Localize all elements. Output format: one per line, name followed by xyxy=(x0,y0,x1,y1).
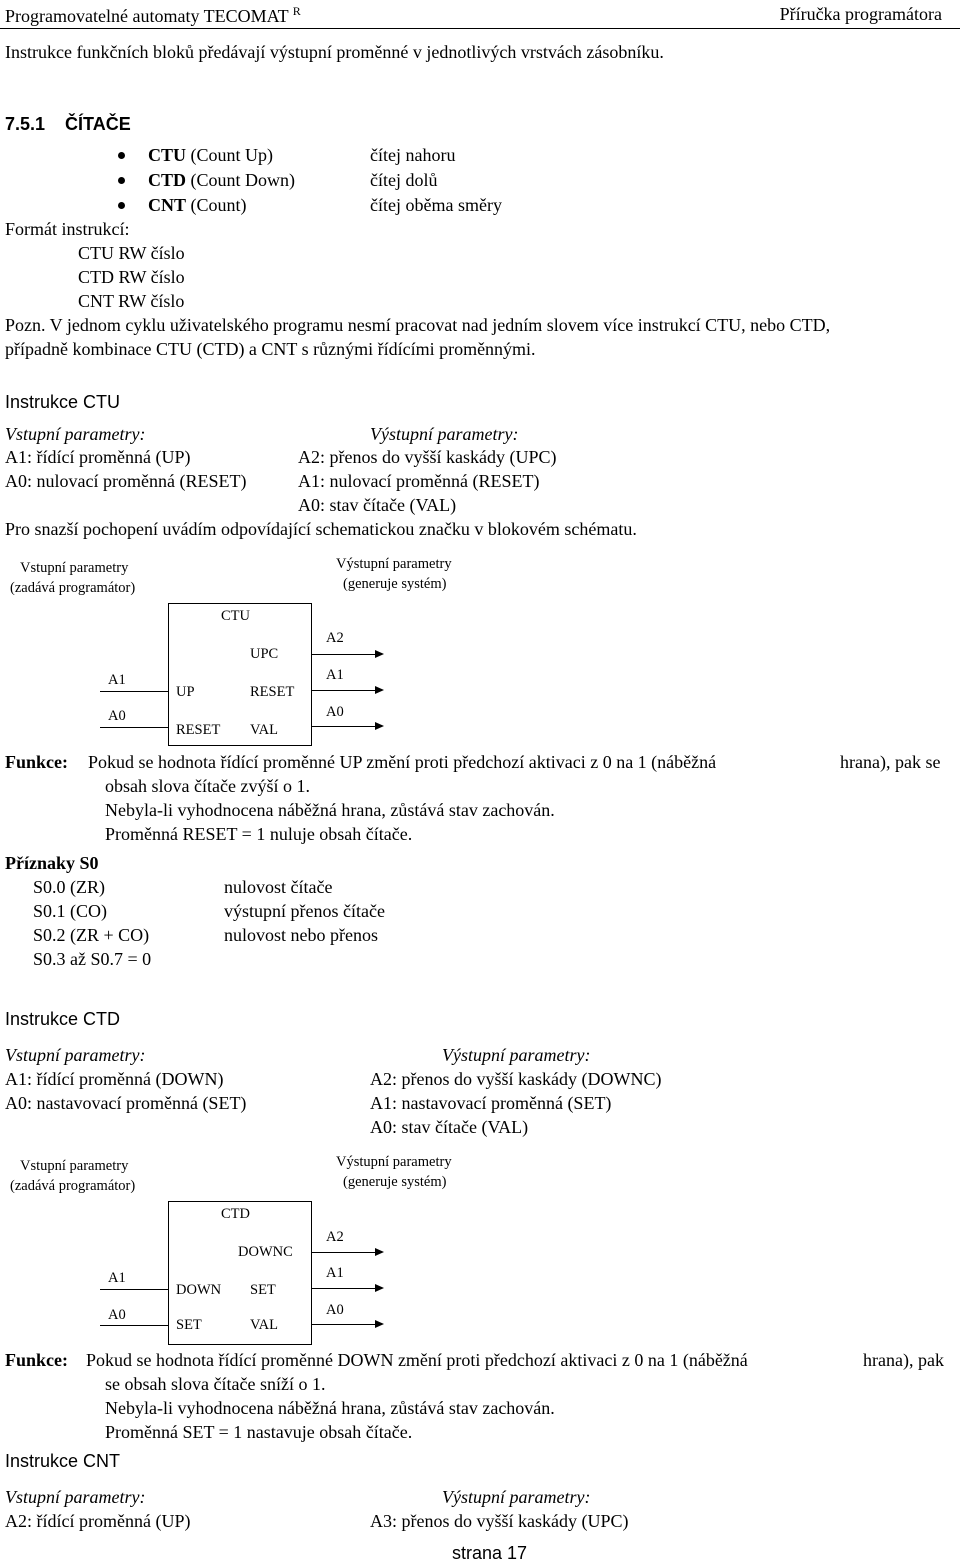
format-line: CTD RW číslo xyxy=(78,267,185,287)
ctd-in-label: Vstupní parametry: xyxy=(5,1045,146,1065)
bullet-dot xyxy=(118,202,125,209)
ctd-diag-in-caption: Vstupní parametry xyxy=(20,1158,129,1174)
ctd-out-a2: A2 xyxy=(326,1229,344,1245)
ctd-diag-out-caption: (generuje systém) xyxy=(343,1174,447,1190)
flag-code: S0.0 (ZR) xyxy=(33,877,105,897)
ctd-input-line xyxy=(100,1325,168,1326)
ctd-funkce-line: Pokud se hodnota řídící proměnné DOWN změní proti předchozí aktivaci z 0 na 1 (náběžná xyxy=(86,1350,748,1370)
ctd-in-param: A1: řídící proměnná (DOWN) xyxy=(5,1069,224,1089)
ctu-port-val: VAL xyxy=(250,722,278,738)
ctu-port-up: UP xyxy=(176,684,195,700)
ctu-input-line xyxy=(100,691,168,692)
ctd-output-line xyxy=(312,1252,378,1253)
ctd-diag-out-caption: Výstupní parametry xyxy=(336,1154,452,1170)
flag-code: S0.3 až S0.7 = 0 xyxy=(33,949,152,969)
ctu-output-line xyxy=(312,690,378,691)
ctd-funkce-line: Proměnná SET = 1 nastavuje obsah čítače. xyxy=(105,1422,413,1442)
ctd-funkce-line-end: hrana), pak xyxy=(863,1350,944,1370)
ctd-funkce-line: Nebyla-li vyhodnocena náběžná hrana, zůstává stav zachován. xyxy=(105,1398,555,1418)
ctu-in-a1: A1 xyxy=(108,672,126,688)
ctu-in-param: A1: řídící proměnná (UP) xyxy=(5,447,191,467)
ctu-in-param: A0: nulovací proměnná (RESET) xyxy=(5,471,247,491)
ctd-output-line xyxy=(312,1324,378,1325)
ctu-port-reset-out: RESET xyxy=(250,684,295,700)
arrow-right-icon xyxy=(375,722,384,730)
ctd-port-val: VAL xyxy=(250,1317,278,1333)
arrow-right-icon xyxy=(375,1248,384,1256)
arrow-right-icon xyxy=(375,686,384,694)
bullet-ctu-desc: čítej nahoru xyxy=(370,145,456,165)
format-label: Formát instrukcí: xyxy=(5,219,130,239)
ctd-out-param: A2: přenos do vyšší kaskády (DOWNC) xyxy=(370,1069,662,1089)
arrow-right-icon xyxy=(375,1320,384,1328)
ctd-in-a1: A1 xyxy=(108,1270,126,1286)
arrow-right-icon xyxy=(375,650,384,658)
cnt-heading: Instrukce CNT xyxy=(5,1451,121,1471)
ctu-out-a0: A0 xyxy=(326,704,344,720)
flag-code: S0.1 (CO) xyxy=(33,901,108,921)
header-left: Programovatelné automaty TECOMAT $^R$ xyxy=(5,4,301,26)
arrow-right-icon xyxy=(375,1284,384,1292)
header-rule xyxy=(0,28,960,29)
ctd-out-label: Výstupní parametry: xyxy=(442,1045,591,1065)
bullet-cnt-desc: čítej oběma směry xyxy=(370,195,502,215)
ctu-port-upc: UPC xyxy=(250,646,279,662)
ctd-funkce-line: se obsah slova čítače sníží o 1. xyxy=(105,1374,326,1394)
ctu-funkce-line: Pokud se hodnota řídící proměnné UP změní proti předchozí aktivaci z 0 na 1 (náběžná xyxy=(88,752,717,772)
ctu-in-a0: A0 xyxy=(108,708,126,724)
intro-text: Instrukce funkčních bloků předávají výstupní proměnné v jednotlivých vrstvách zásobníku. xyxy=(5,42,664,62)
note-line1: Pozn. V jednom cyklu uživatelského programu nesmí pracovat nad jedním slovem více instrukcí CTU, nebo CTD, xyxy=(5,315,831,335)
flag-desc: nulovost čítače xyxy=(224,877,333,897)
section-title: 7.5.1 ČÍTAČE xyxy=(5,114,131,134)
format-line: CNT RW číslo xyxy=(78,291,185,311)
bullet-cnt: CNT (Count) xyxy=(148,195,247,215)
ctu-diag-in-caption: Vstupní parametry xyxy=(20,560,129,576)
ctu-funkce-line: obsah slova čítače zvýší o 1. xyxy=(105,776,310,796)
ctu-diag-out-caption: Výstupní parametry xyxy=(336,556,452,572)
flags-heading: Příznaky S0 xyxy=(5,853,99,873)
ctu-in-label: Vstupní parametry: xyxy=(5,424,146,444)
ctd-port-downc: DOWNC xyxy=(238,1244,293,1260)
ctu-out-param: A1: nulovací proměnná (RESET) xyxy=(298,471,540,491)
ctu-out-a1: A1 xyxy=(326,667,344,683)
cnt-out-label: Výstupní parametry: xyxy=(442,1487,591,1507)
ctd-in-param: A0: nastavovací proměnná (SET) xyxy=(5,1093,247,1113)
bullet-dot xyxy=(118,152,125,159)
ctu-output-line xyxy=(312,726,378,727)
ctu-input-line xyxy=(100,727,168,728)
ctu-funkce-line: Nebyla-li vyhodnocena náběžná hrana, zůstává stav zachován. xyxy=(105,800,555,820)
ctu-schema-note: Pro snazší pochopení uvádím odpovídající schematickou značku v blokovém schématu. xyxy=(5,519,637,539)
ctu-out-label: Výstupní parametry: xyxy=(370,424,519,444)
ctu-funkce-label: Funkce: xyxy=(5,752,68,772)
note-line2: případně kombinace CTU (CTD) a CNT s různými řídícími proměnnými. xyxy=(5,339,536,359)
ctu-diag-out-caption: (generuje systém) xyxy=(343,576,447,592)
ctu-output-line xyxy=(312,654,378,655)
ctu-out-a2: A2 xyxy=(326,630,344,646)
bullet-ctd: CTD (Count Down) xyxy=(148,170,296,190)
flag-desc: výstupní přenos čítače xyxy=(224,901,385,921)
bullet-ctd-desc: čítej dolů xyxy=(370,170,438,190)
bullet-dot xyxy=(118,177,125,184)
ctd-out-param: A1: nastavovací proměnná (SET) xyxy=(370,1093,612,1113)
ctd-out-a0: A0 xyxy=(326,1302,344,1318)
ctu-diag-in-caption: (zadává programátor) xyxy=(10,580,136,596)
registered-mark: R xyxy=(292,4,301,18)
ctu-funkce-line: Proměnná RESET = 1 nuluje obsah čítače. xyxy=(105,824,413,844)
header-right: Příručka programátora xyxy=(779,4,942,24)
ctd-input-line xyxy=(100,1289,168,1290)
ctd-in-a0: A0 xyxy=(108,1307,126,1323)
bullet-ctu: CTU (Count Up) xyxy=(148,145,274,165)
ctd-port-set-in: SET xyxy=(176,1317,202,1333)
ctd-block-title: CTD xyxy=(221,1206,250,1222)
ctd-funkce-label: Funkce: xyxy=(5,1350,68,1370)
ctd-diag-in-caption: (zadává programátor) xyxy=(10,1178,136,1194)
format-line: CTU RW číslo xyxy=(78,243,185,263)
ctu-block-title: CTU xyxy=(221,608,250,624)
page-number: strana 17 xyxy=(452,1543,528,1563)
ctu-heading: Instrukce CTU xyxy=(5,392,121,412)
cnt-in-param: A2: řídící proměnná (UP) xyxy=(5,1511,191,1531)
flag-code: S0.2 (ZR + CO) xyxy=(33,925,150,945)
flag-desc: nulovost nebo přenos xyxy=(224,925,378,945)
ctd-out-a1: A1 xyxy=(326,1265,344,1281)
ctu-funkce-line-end: hrana), pak se xyxy=(840,752,941,772)
ctd-port-down: DOWN xyxy=(176,1282,222,1298)
ctu-out-param: A0: stav čítače (VAL) xyxy=(298,495,457,515)
ctd-heading: Instrukce CTD xyxy=(5,1009,121,1029)
ctd-output-line xyxy=(312,1288,378,1289)
ctu-out-param: A2: přenos do vyšší kaskády (UPC) xyxy=(298,447,557,467)
cnt-in-label: Vstupní parametry: xyxy=(5,1487,146,1507)
cnt-out-param: A3: přenos do vyšší kaskády (UPC) xyxy=(370,1511,629,1531)
ctd-out-param: A0: stav čítače (VAL) xyxy=(370,1117,529,1137)
ctd-port-set-out: SET xyxy=(250,1282,276,1298)
ctu-port-reset-in: RESET xyxy=(176,722,221,738)
